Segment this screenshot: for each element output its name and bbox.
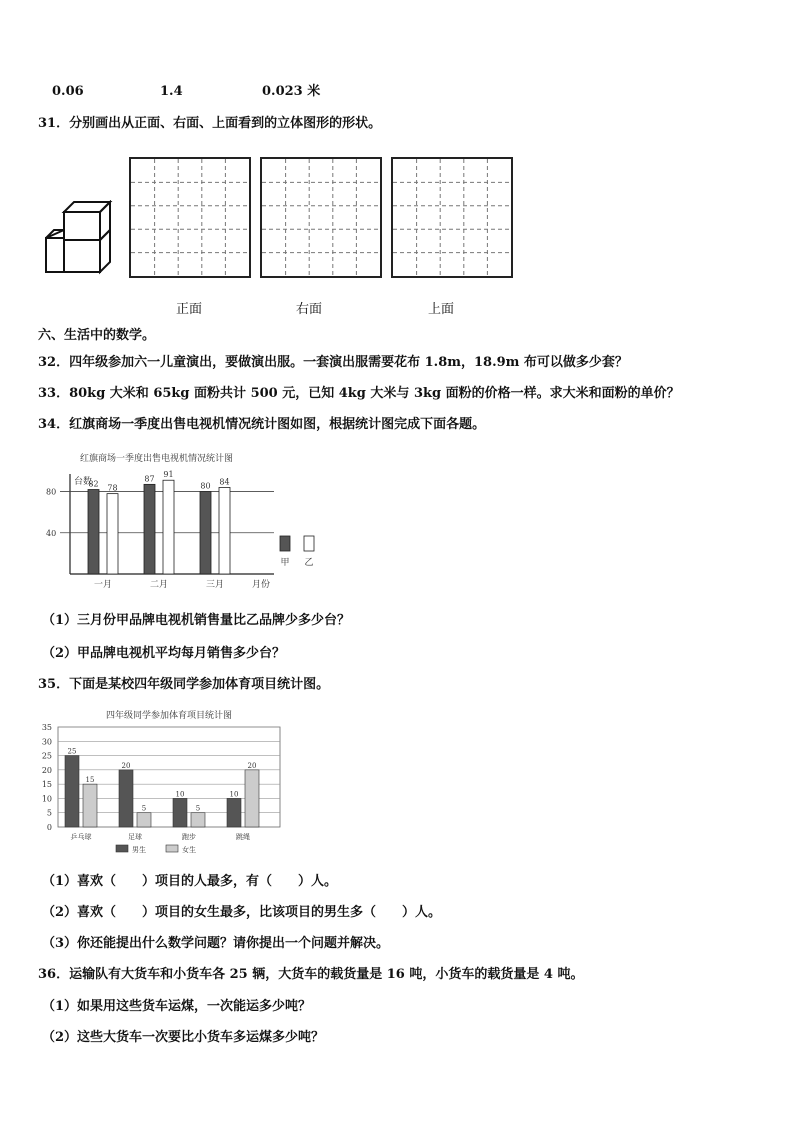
chart2-data-label: 20 [247,761,257,770]
chart1-ylabel: 台数 [74,477,93,487]
chart2-x-tick: 跳绳 [236,833,250,841]
chart2-data-label: 5 [195,804,201,813]
top-value-c: 0.023 米 [262,84,321,99]
chart2-y-tick: 0 [46,823,52,832]
chart2-y-tick: 15 [41,780,52,790]
chart1-bar [163,480,174,574]
question-34: 34．红旗商场一季度出售电视机情况统计图如图，根据统计图完成下面各题。 [38,417,486,432]
question-35-sub1: （1）喜欢（ ）项目的人最多，有（ ）人。 [42,874,338,889]
chart2-bar [245,770,259,827]
top-value-b: 1.4 [160,84,183,99]
chart2-x-tick: 乒乓球 [70,833,92,841]
label-right: 右面 [296,302,323,317]
top-view-grid[interactable] [391,157,513,278]
chart2-data-label: 15 [85,776,95,785]
top-value-a: 0.06 [52,84,84,99]
chart2-bar [173,798,187,827]
chart2-bar [227,798,241,827]
chart2-y-tick: 30 [41,737,52,747]
chart2-legend-label: 女生 [182,846,196,854]
chart1-bar [200,492,211,574]
section-6-heading: 六、生活中的数学。 [38,328,156,343]
label-front: 正面 [176,302,203,317]
question-36: 36．运输队有大货车和小货车各 25 辆，大货车的载货量是 16 吨，小货车的载货量是 4 吨。 [38,967,584,982]
chart1-data-label: 87 [144,474,155,484]
question-35-sub3: （3）你还能提出什么数学问题？请你提出一个问题并解决。 [42,936,390,951]
chart1-x-tick: 三月 [205,580,225,590]
chart2-data-label: 20 [121,761,131,770]
question-36-sub1: （1）如果用这些货车运煤，一次能运多少吨？ [42,999,312,1014]
chart1-y-tick: 40 [46,528,57,538]
question-31: 31．分别画出从正面、右面、上面看到的立体图形的形状。 [38,116,382,131]
chart2-data-label: 25 [67,747,77,756]
question-35-sub2: （2）喜欢（ ）项目的女生最多，比该项目的男生多（ ）人。 [42,905,442,920]
chart2-title: 四年级同学参加体育项目统计图 [105,711,233,721]
chart1-legend-label: 乙 [304,558,314,568]
chart1-x-tick: 二月 [149,580,169,590]
question-36-sub2: （2）这些大货车一次要比小货车多运煤多少吨？ [42,1030,325,1045]
label-top: 上面 [428,302,455,317]
tv-sales-chart [44,448,344,593]
question-34-sub2: （2）甲品牌电视机平均每月销售多少台？ [42,646,286,661]
chart1-title: 红旗商场一季度出售电视机情况统计图 [80,454,234,464]
chart1-x-tick: 一月 [93,580,113,590]
chart2-x-tick: 跑步 [182,833,196,841]
chart2-bar [83,784,97,827]
chart2-bar [119,770,133,827]
right-view-grid[interactable] [260,157,382,278]
chart1-data-label: 91 [163,470,174,480]
chart1-bar [107,494,118,574]
chart2-y-tick: 10 [41,794,52,804]
chart2-y-tick: 25 [41,751,52,761]
chart1-legend-swatch [304,536,314,551]
sports-chart [36,705,286,860]
chart2-data-label: 10 [229,790,239,799]
chart2-bar [191,813,205,827]
chart2-data-label: 10 [175,790,185,799]
chart1-legend-label: 甲 [280,558,290,568]
chart2-legend-label: 男生 [132,846,146,854]
chart1-data-label: 78 [107,483,118,493]
chart1-legend-swatch [280,536,290,551]
question-35: 35．下面是某校四年级同学参加体育项目统计图。 [38,677,330,692]
question-33: 33．80kg 大米和 65kg 面粉共计 500 元，已知 4kg 大米与 3kg 面粉的价格一样。求大米和面粉的单价？ [38,386,680,401]
chart1-bar [144,484,155,574]
chart1-bar [88,490,99,574]
chart2-bar [65,756,79,827]
chart1-xlabel: 月份 [252,580,271,590]
chart1-data-label: 84 [219,477,230,487]
question-32: 32．四年级参加六一儿童演出，要做演出服。一套演出服需要花布 1.8m，18.9m 布可以做多少套？ [38,355,628,370]
chart1-data-label: 80 [200,481,211,491]
front-view-grid[interactable] [129,157,251,278]
chart2-legend-swatch [166,845,178,852]
chart2-x-tick: 足球 [128,833,142,841]
chart2-data-label: 5 [141,804,147,813]
chart2-bar [137,813,151,827]
chart1-data-label: 82 [88,479,99,489]
chart2-y-tick: 35 [41,723,52,732]
question-34-sub1: （1）三月份甲品牌电视机销售量比乙品牌少多少台？ [42,613,351,628]
chart2-legend-swatch [116,845,128,852]
chart2-y-tick: 5 [46,808,52,818]
chart1-bar [219,487,230,574]
chart2-y-tick: 20 [41,765,52,775]
cube-figure [44,200,124,276]
chart1-y-tick: 80 [46,487,57,497]
